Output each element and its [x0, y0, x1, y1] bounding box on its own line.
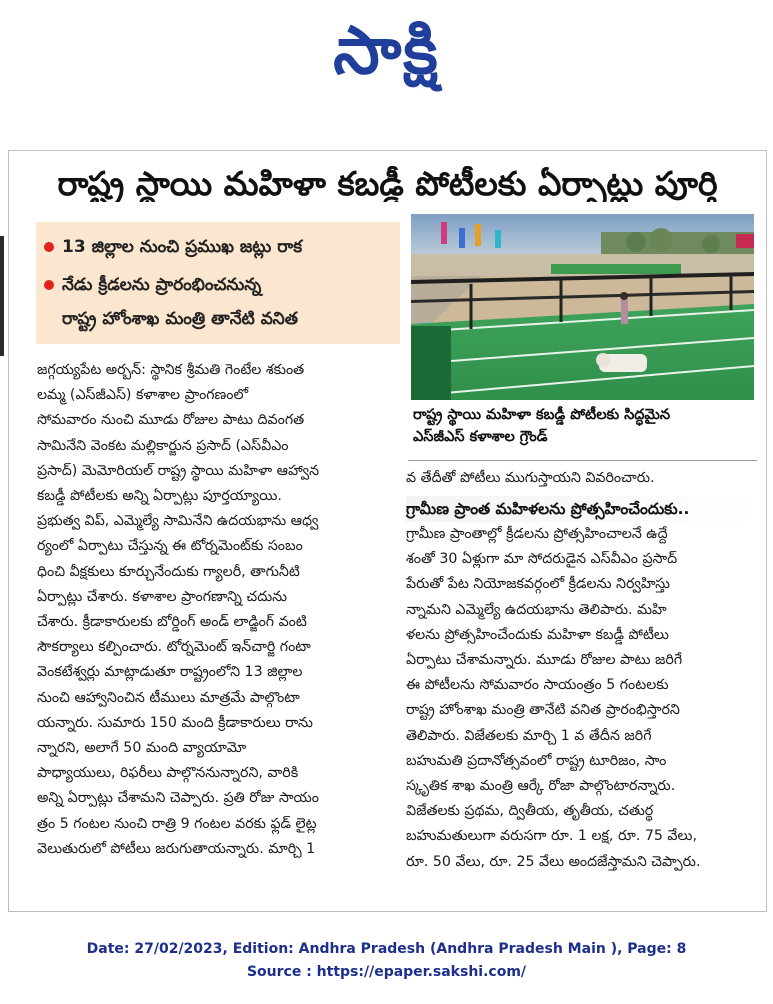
body-line: న్నారని, అలాగే 50 మంది వ్యాయామో: [37, 740, 247, 757]
article-subheading: గ్రామీణ ప్రాంత మహిళలను ప్రోత్సహించేందుకు..: [406, 496, 758, 522]
body-line: ఏర్పాట్లు చేశారు. కళాశాల ప్రాంగణాన్ని చదును: [37, 588, 287, 605]
highlight-text-continued: రాష్ట్ర హోంశాఖ మంత్రి తానేటి వనిత: [62, 309, 298, 329]
article-headline: రాష్ట్ర స్థాయి మహిళా కబడ్డీ పోటీలకు ఏర్పాట్లు పూర్తి: [57, 166, 718, 203]
body-line: నుంచి ఆహ్వానించిన టీములు మాత్రమే పాల్గొంటా: [37, 689, 300, 706]
highlights-box: [36, 222, 400, 344]
body-line: ప్రసాద్‌) మెమోరియల్‌ రాష్ట్ర స్థాయి మహిళా ఆహ్వాన: [37, 462, 320, 479]
body-line: పేరుతో పేట నియోజకవర్గంలో క్రీడలను నిర్వహిస్తు: [406, 576, 670, 593]
body-line: లమ్మ (ఎస్‌జీఎస్‌) కళాశాల ప్రాంగణంలో: [37, 387, 249, 404]
body-line: స్కృతిక శాఖ మంత్రి ఆర్కే రోజా పాల్గొంటారన్నారు.: [406, 778, 676, 795]
body-line: ఈ పోటీలను సోమవారం సాయంత్రం 5 గంటలకు: [406, 677, 669, 694]
kabaddi-ground-photo: [411, 214, 754, 400]
body-line: రాష్ట్ర హోంశాఖ మంత్రి తానేటి వనిత ప్రారంభిస్తారని: [406, 702, 680, 719]
body-line: బహుమతులుగా వరుసగా రూ. 1 లక్ష, రూ. 75 వేలు,: [406, 828, 697, 845]
newspaper-masthead-logo: సాక్షి: [333, 12, 440, 89]
body-line: బహుమతి ప్రదానోత్సవంలో రాష్ట్ర టూరిజం, సాం: [406, 752, 667, 769]
body-line: ధించి వీక్షకులు కూర్చునేందుకు గ్యాలరీ, తాగునీటి: [37, 563, 300, 580]
caption-line: ఎస్‌జీఎస్ కళాశాల గ్రౌండ్: [413, 429, 548, 445]
body-line: అన్ని ఏర్పాట్లు చేశామని చెప్పారు. ప్రతి రోజు సాయం: [37, 790, 319, 807]
highlight-text: 13 జిల్లాల నుంచి ప్రముఖ జట్లు రాక: [62, 237, 303, 257]
article-body-right-column: [406, 522, 756, 875]
adjacent-article-edge: [0, 236, 4, 356]
highlight-text: నేడు క్రీడలను ప్రారంభించనున్న: [62, 275, 262, 295]
article-body-right-top: [406, 466, 756, 491]
bullet-icon: [44, 280, 54, 290]
source-link[interactable]: Source : https://epaper.sakshi.com/: [246, 964, 527, 980]
highlight-item: [44, 268, 394, 302]
body-line: సౌకర్యాలు కల్పించారు. టోర్నమెంట్‌ ఇన్‌చార్జి గంటా: [37, 639, 311, 656]
body-line: పాధ్యాయులు, రిఫరీలు పాల్గొననున్నారని, వారికి: [37, 765, 299, 782]
body-line: ళలను ప్రోత్సహించేందుకు మహిళా కబడ్డీ పోటీలు: [406, 626, 669, 643]
body-line: సామినేని వెంకట మల్లికార్జున ప్రసాద్‌ (ఎస్‌వీఎం: [37, 437, 289, 454]
body-line: ఏర్పాటు చేశామన్నారు. మూడు రోజుల పాటు జరిగే: [406, 652, 683, 669]
body-line: గ్రామీణ ప్రాంతాల్లో క్రీడలను ప్రోత్సహించాలనే ఉద్దే: [406, 526, 668, 542]
body-line: ప్రభుత్వ విప్‌, ఎమ్మెల్యే సామినేని ఉదయభాను ఆధ్వ: [37, 513, 319, 530]
body-line: వెలుతురులో పోటీలు జరుగుతాయన్నారు. మార్చి 1: [37, 840, 316, 857]
caption-divider: [408, 460, 757, 461]
body-line: జగ్గయ్యపేట అర్బన్‌: స్థానిక శ్రీమతి గెంటేల శకుంత: [37, 362, 305, 378]
body-line: సోమవారం నుంచి మూడు రోజుల పాటు దివంగత: [37, 412, 305, 429]
highlight-item: [44, 230, 394, 264]
bullet-icon: [44, 242, 54, 252]
body-line: వెంకటేశ్వర్లు మాట్లాడుతూ రాష్ట్రంలోని 13 జిల్లాల: [37, 664, 303, 681]
body-line: ర్యంలో ఏర్పాటు చేస్తున్న ఈ టోర్నమెంట్‌కు సంబం: [37, 538, 303, 555]
body-line: న్నామని ఎమ్మెల్యే ఉదయభాను తెలిపారు. మహి: [406, 601, 667, 618]
body-line: యన్నారు. సుమారు 150 మంది క్రీడాకారులు రాను: [37, 714, 313, 731]
article-body-left-column: [37, 358, 393, 862]
caption-line: రాష్ట్ర స్థాయి మహిళా కబడ్డీ పోటీలకు సిద్ధమైన: [413, 407, 671, 423]
body-line: తెలిపారు. విజేతలకు మార్చి 1 వ తేదీన జరిగే: [406, 727, 652, 744]
body-line: త్రం 5 గంటల నుంచి రాత్రి 9 గంటల వరకు ఫ్లడ్‌ లైట్ల: [37, 815, 317, 832]
body-line: రూ. 50 వేలు, రూ. 25 వేలు అందజేస్తామని చెప్పారు.: [406, 853, 701, 870]
body-line: కబడ్డీ పోటీలకు అన్ని ఏర్పాట్లు పూర్తయ్యాయి.: [37, 488, 282, 505]
body-line: విజేతలకు ప్రథమ, ద్వితీయ, తృతీయ, చతుర్థ: [406, 803, 654, 820]
photo-caption: [413, 404, 755, 448]
body-line: చేశారు. క్రీడాకారులకు బోర్డింగ్‌ అండ్‌ లాడ్జింగ్‌ వంటి: [37, 614, 307, 631]
body-line: వ తేదీతో పోటీలు ముగుస్తాయని వివరించారు.: [406, 470, 655, 486]
body-line: శంతో 30 ఏళ్లుగా మా సోదరుడైన ఎస్‌వీఎం ప్రసాద్‌: [406, 551, 678, 568]
edition-info: Date: 27/02/2023, Edition: Andhra Pradesh (Andhra Pradesh Main ), Page: 8: [86, 941, 687, 957]
